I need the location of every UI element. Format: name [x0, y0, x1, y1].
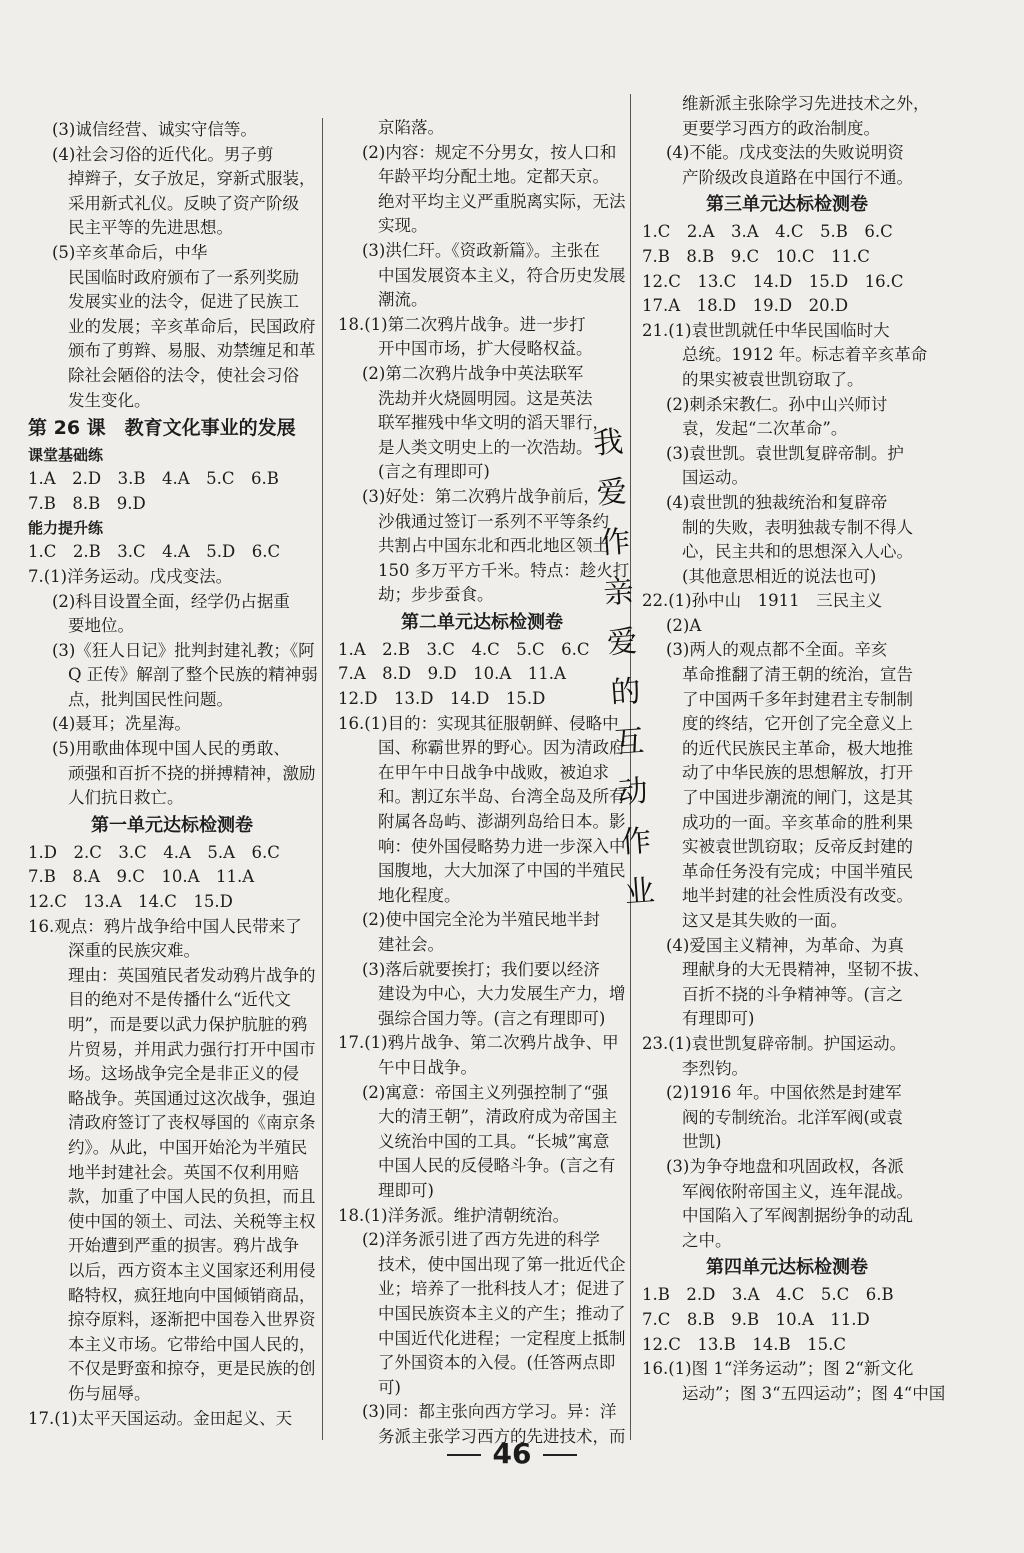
text-line: (3)为争夺地盘和巩固政权，各派: [666, 1156, 904, 1176]
answer-row: 1.A 2.D 3.B 4.A 5.C 6.B: [28, 469, 279, 489]
answer-row: 1.B 2.D 3.A 4.C 5.C 6.B: [642, 1285, 894, 1305]
text-line: 掠夺原料，逐渐把中国卷入世界资: [68, 1310, 316, 1330]
column-divider: [322, 118, 323, 1440]
text-line: 款，加重了中国人民的负担，而且: [68, 1187, 316, 1207]
answer-row: 7.B 8.B 9.C 10.C 11.C: [642, 246, 870, 266]
text-line: 李烈钧。: [682, 1058, 748, 1078]
text-line: 本主义市场。它带给中国人民的，: [68, 1334, 316, 1354]
lesson-heading: 第 26 课 教育文化事业的发展: [28, 417, 296, 440]
text-line: 响：使外国侵略势力进一步深入中: [378, 836, 626, 856]
page-footer: [0, 1437, 1024, 1470]
text-line: 17.(1)鸦片战争、第二次鸦片战争、甲: [338, 1033, 619, 1053]
text-line: 要地位。: [68, 616, 134, 636]
column-right: [642, 92, 946, 1406]
answer-row: 17.A 18.D 19.D 20.D: [642, 296, 849, 316]
text-line: 强综合国力等。(言之有理即可): [378, 1008, 606, 1028]
text-line: 革命推翻了清王朝的统治，宣告: [682, 665, 913, 685]
text-line: 16.观点：鸦片战争给中国人民带来了: [28, 916, 302, 936]
text-line: 劫；步步蚕食。: [378, 585, 494, 605]
text-line: (3)好处：第二次鸦片战争前后，: [362, 486, 600, 506]
text-line: 民国临时政府颁布了一系列奖励: [68, 267, 299, 287]
text-line: (2)内容：规定不分男女，按人口和: [362, 142, 617, 162]
text-line: 中国陷入了军阀割据纷争的动乱: [682, 1206, 913, 1226]
text-line: 动了中华民族的思想解放，打开: [682, 763, 913, 783]
text-line: 150 多万平方千米。特点：趁火打: [378, 560, 630, 580]
text-line: 国运动。: [682, 468, 748, 488]
text-line: 了中国两千多年封建君主专制制: [682, 689, 913, 709]
text-line: 发生变化。: [68, 390, 151, 410]
text-line: (3)两人的观点都不全面。辛亥: [666, 640, 888, 660]
text-line: (2)第二次鸦片战争中英法联军: [362, 363, 584, 383]
text-line: 百折不挠的斗争精神等。(言之: [682, 984, 903, 1004]
text-line: 义统治中国的工具。“长城”寓意: [378, 1131, 610, 1151]
text-line: 维新派主张除学习先进技术之外，: [682, 94, 930, 113]
text-line: 地半封建社会。英国不仅利用赔: [68, 1162, 299, 1182]
text-line: 午中日战争。: [378, 1057, 477, 1077]
answer-row: 12.C 13.A 14.C 15.D: [28, 892, 233, 912]
text-line: 绝对平均主义严重脱离实际，无法: [378, 191, 626, 211]
text-line: (2)1916 年。中国依然是封建军: [666, 1083, 902, 1103]
text-line: 伤与屈辱。: [68, 1383, 151, 1403]
text-line: 16.(1)目的：实现其征服朝鲜、侵略中: [338, 713, 619, 733]
handwritten-char: 作: [619, 823, 653, 861]
text-line: (5)用歌曲体现中国人民的勇敢、: [52, 739, 290, 759]
text-line: 京陷落。: [378, 118, 444, 137]
text-line: 更要学习西方的政治制度。: [682, 118, 880, 138]
text-line: 业的发展；辛亥革命后，民国政府: [68, 316, 316, 336]
text-line: 之中。: [682, 1230, 732, 1250]
answer-row: 7.B 8.B 9.D: [28, 493, 146, 513]
text-line: 军阀依附帝国主义，连年混战。: [682, 1181, 913, 1201]
text-line: 理即可): [378, 1180, 434, 1200]
text-line: (4)不能。戊戌变法的失败说明资: [666, 143, 904, 163]
text-line: 目的绝对不是传播什么“近代文: [68, 990, 291, 1010]
text-line: 开始遭到严重的损害。鸦片战争: [68, 1236, 299, 1256]
text-line: 业；培养了一批科技人才；促进了: [378, 1279, 626, 1299]
text-line: (4)爱国主义精神，为革命、为真: [666, 935, 904, 955]
text-line: (2)刺杀宋教仁。孙中山兴师讨: [666, 394, 888, 414]
text-line: 掉辫子，女子放足，穿新式服装，: [68, 169, 316, 189]
answer-row: 1.D 2.C 3.C 4.A 5.A 6.C: [28, 842, 280, 862]
text-line: 共割占中国东北和西北地区领土: [378, 536, 609, 556]
text-line: 理献身的大无畏精神，坚韧不拔、: [682, 960, 930, 980]
answer-row: 1.A 2.B 3.C 4.C 5.C 6.C: [338, 639, 590, 659]
text-line: 建社会。: [378, 935, 444, 954]
text-line: 17.(1)太平天国运动。金田起义、天: [28, 1408, 293, 1428]
text-line: (3)洪仁玕。《资政新篇》。主张在: [362, 240, 600, 260]
text-line: 实现。: [378, 216, 428, 236]
text-line: (3)袁世凯。袁世凯复辟帝制。护: [666, 443, 904, 463]
text-line: 采用新式礼仪。反映了资产阶级: [68, 193, 299, 213]
answer-row: 1.C 2.A 3.A 4.C 5.B 6.C: [642, 222, 893, 242]
text-line: (4)社会习俗的近代化。男子剪: [52, 144, 274, 164]
text-line: (其他意思相近的说法也可): [682, 566, 877, 586]
text-line: 实被袁世凯窃取；反帝反封建的: [682, 837, 913, 857]
text-line: 有理即可): [682, 1009, 755, 1029]
text-line: (2)洋务派引进了西方先进的科学: [362, 1230, 600, 1250]
text-line: (3)诚信经营、诚实守信等。: [52, 120, 257, 139]
text-line: 洗劫并火烧圆明园。这是英法: [378, 388, 593, 408]
text-line: 使中国的领土、司法、关税等主权: [68, 1211, 316, 1231]
text-line: 建设为中心，大力发展生产力，增: [378, 984, 626, 1004]
text-line: (3)落后就要挨打；我们要以经济: [362, 959, 600, 979]
answer-row: 7.C 8.B 9.B 10.A 11.D: [642, 1309, 870, 1329]
text-line: 18.(1)第二次鸦片战争。进一步打: [338, 314, 586, 334]
text-line: (2)使中国完全沦为半殖民地半封: [362, 910, 600, 930]
text-line: 和。割辽东半岛、台湾全岛及所有: [378, 787, 626, 807]
text-line: (2)寓意：帝国主义列强控制了“强: [362, 1082, 609, 1102]
text-line: 袁，发起“二次革命”。: [682, 419, 848, 439]
handwritten-char: 互: [613, 723, 646, 761]
text-line: 18.(1)洋务派。维护清朝统治。: [338, 1205, 570, 1225]
text-line: 场。这场战争完全是非正义的侵: [68, 1064, 299, 1084]
column-left: [28, 118, 316, 1431]
text-line: 深重的民族灾难。: [68, 941, 200, 961]
text-line: 联军摧残中华文明的滔天罪行，: [378, 413, 609, 433]
text-line: 7.(1)洋务运动。戊戌变法。: [28, 566, 233, 586]
text-line: (4)袁世凯的独裁统治和复辟帝: [666, 492, 888, 512]
answer-row: 12.C 13.B 14.B 15.C: [642, 1334, 846, 1354]
text-line: (2)科目设置全面，经学仍占据重: [52, 591, 290, 611]
text-line: Q 正传》解剖了整个民族的精神弱: [68, 665, 318, 685]
text-line: 在甲午中日战争中战败，被迫求: [378, 762, 609, 782]
handwritten-char: 的: [609, 673, 642, 711]
text-line: 国、称霸世界的野心。因为清政府: [378, 738, 626, 758]
text-line: 的果实被袁世凯窃取了。: [682, 369, 864, 389]
footer-dash-right: [543, 1454, 577, 1456]
text-line: (3)同：都主张向西方学习。异：洋: [362, 1402, 617, 1422]
answer-row: 12.D 13.D 14.D 15.D: [338, 689, 546, 709]
text-line: 发展实业的法令，促进了民族工: [68, 292, 299, 312]
text-line: 明”，而是要以武力保护肮脏的鸦: [68, 1015, 308, 1034]
text-line: 年龄平均分配土地。定都天京。: [378, 167, 609, 187]
text-line: 世凯): [682, 1132, 722, 1152]
text-line: 附属各岛屿、澎湖列岛给日本。影: [378, 812, 626, 832]
handwritten-char: 作: [599, 524, 632, 562]
text-line: 23.(1)袁世凯复辟帝制。护国运动。: [642, 1033, 907, 1053]
text-line: 阀的专制统治。北洋军阀(或袁: [682, 1107, 903, 1127]
text-line: (2)A: [666, 615, 702, 635]
text-line: 民主平等的先进思想。: [68, 218, 233, 238]
section-subheading: 课堂基础练: [28, 446, 104, 465]
answer-row: 7.B 8.A 9.C 10.A 11.A: [28, 867, 255, 887]
text-line: 除社会陋俗的法令，使社会习俗: [68, 365, 299, 385]
section-subheading: 能力提升练: [28, 519, 104, 538]
handwritten-char: 我: [592, 424, 625, 462]
footer-dash-left: [447, 1454, 481, 1456]
page-number: 46: [492, 1437, 532, 1470]
text-line: 地半封建的社会性质没有改变。: [682, 886, 913, 906]
text-line: 运动”；图 3“五四运动”；图 4“中国: [682, 1383, 946, 1403]
text-line: 开中国市场，扩大侵略权益。: [378, 339, 593, 359]
handwritten-char: 亲: [602, 574, 635, 612]
handwritten-char: 爱: [595, 474, 628, 512]
unit-test-heading: 第三单元达标检测卷: [706, 194, 868, 216]
text-line: 了中国进步潮流的闸门，这是其: [682, 788, 913, 808]
text-line: 是人类文明史上的一次浩劫。: [378, 437, 593, 457]
text-line: 22.(1)孙中山 1911 三民主义: [642, 591, 883, 611]
text-line: 的近代民族民主革命，极大地推: [682, 738, 913, 758]
text-line: 国腹地，大大加深了中国的半殖民: [378, 861, 626, 881]
text-line: 理由：英国殖民者发动鸦片战争的: [68, 965, 316, 985]
text-line: 沙俄通过签订一系列不平等条约: [378, 511, 609, 531]
text-line: 16.(1)图 1“洋务运动”；图 2“新文化: [642, 1359, 914, 1379]
text-line: (言之有理即可): [378, 462, 490, 482]
text-line: 略战争。英国通过这次战争，强迫: [68, 1088, 316, 1108]
handwritten-char: 爱: [606, 624, 639, 662]
text-line: (5)辛亥革命后，中华: [52, 242, 208, 262]
text-line: 21.(1)袁世凯就任中华民国临时大: [642, 320, 890, 340]
text-line: 潮流。: [378, 290, 428, 310]
text-line: 总统。1912 年。标志着辛亥革命: [682, 345, 928, 365]
handwritten-char: 动: [616, 773, 649, 811]
text-line: 可): [378, 1377, 401, 1397]
text-line: 片贸易，并用武力强行打开中国市: [68, 1039, 316, 1059]
text-line: 顽强和百折不挠的拼搏精神，激励: [68, 763, 316, 783]
text-line: (4)聂耳；冼星海。: [52, 714, 191, 734]
text-line: 成功的一面。辛亥革命的胜利果: [682, 812, 913, 832]
text-line: 务派主张学习西方的先进技术，而: [378, 1426, 626, 1446]
text-line: 地化程度。: [378, 885, 461, 905]
text-line: 心，民主共和的思想深入人心。: [682, 542, 913, 562]
column-middle: [338, 116, 630, 1449]
text-line: 度的终结，它开创了完全意义上: [682, 714, 913, 734]
text-line: 制的失败，表明独裁专制不得人: [682, 517, 913, 537]
unit-test-heading: 第一单元达标检测卷: [91, 814, 253, 836]
text-line: 清政府签订了丧权辱国的《南京条: [68, 1113, 316, 1133]
text-line: 技术，使中国出现了第一批近代企: [378, 1254, 626, 1274]
text-line: 颁布了剪辫、易服、劝禁缠足和革: [68, 341, 316, 361]
unit-test-heading: 第四单元达标检测卷: [706, 1257, 868, 1279]
text-line: 点，批判国民性问题。: [68, 689, 233, 709]
text-line: 以后，西方资本主义国家还利用侵: [68, 1260, 316, 1280]
unit-test-heading: 第二单元达标检测卷: [401, 611, 563, 633]
answer-row: 7.A 8.D 9.D 10.A 11.A: [338, 664, 566, 684]
answer-row: 12.C 13.C 14.D 15.D 16.C: [642, 271, 904, 291]
handwritten-char: 业: [623, 873, 656, 911]
text-line: 革命任务没有完成；中国半殖民: [682, 861, 913, 881]
answer-row: 1.C 2.B 3.C 4.A 5.D 6.C: [28, 542, 281, 562]
text-line: (3)《狂人日记》批判封建礼教；《阿: [52, 640, 315, 660]
text-line: 中国人民的反侵略斗争。(言之有: [378, 1156, 616, 1176]
text-line: 这又是其失败的一面。: [682, 911, 847, 930]
text-line: 中国民族资本主义的产生；推动了: [378, 1303, 626, 1323]
text-line: 大的清王朝”，清政府成为帝国主: [378, 1107, 618, 1127]
text-line: 略特权，疯狂地向中国倾销商品，: [68, 1285, 316, 1305]
text-line: 中国发展资本主义，符合历史发展: [378, 265, 626, 285]
text-line: 不仅是野蛮和掠夺，更是民族的创: [68, 1359, 316, 1379]
text-line: 了外国资本的入侵。(任答两点即: [378, 1353, 616, 1373]
text-line: 人们抗日救亡。: [68, 788, 184, 808]
text-line: 中国近代化进程；一定程度上抵制: [378, 1328, 626, 1348]
text-line: 约》。从此，中国开始沦为半殖民: [68, 1137, 308, 1157]
text-line: 产阶级改良道路在中国行不通。: [682, 167, 913, 187]
